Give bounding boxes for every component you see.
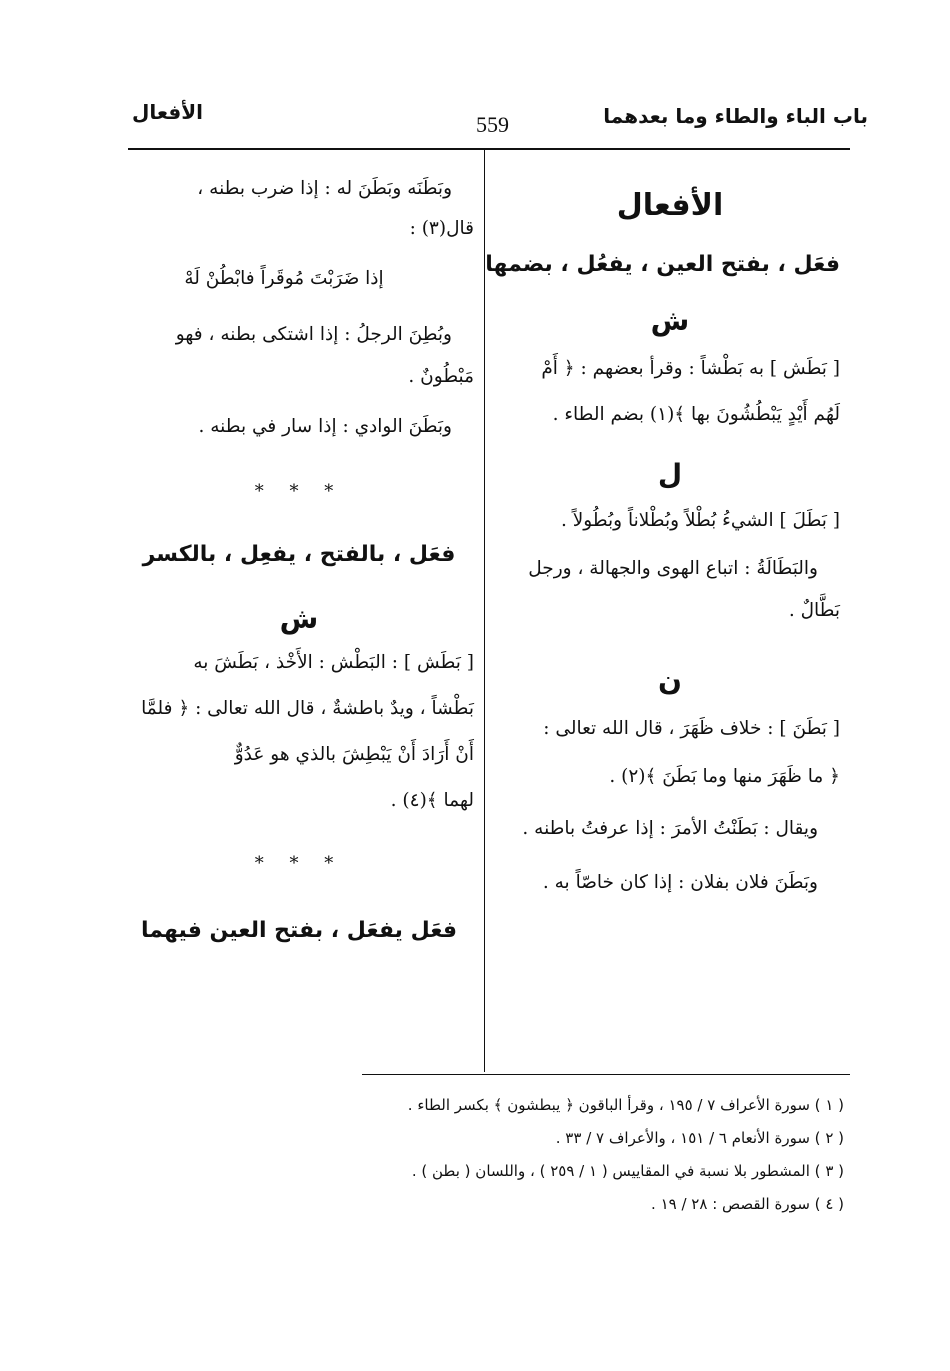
pattern-heading: فعَل يفعَل ، بفتح العين فيهما: [140, 918, 458, 943]
letter-heading: ل: [657, 458, 683, 491]
verse-line: إذا ضَرَبْتَ مُوقَراً فابْطُنْ لَهْ: [184, 268, 384, 289]
entry-line: مَبْطُونٌ .: [408, 366, 474, 387]
entry-line: قال(٣) :: [409, 218, 474, 239]
letter-heading: ن: [658, 664, 682, 697]
entry-line: لهما ﴾(٤) .: [390, 790, 474, 811]
entry-line: ويقال : بَطَنْتُ الأمرَ : إذا عرفتُ باطنه .: [522, 818, 818, 839]
left-column: [124, 174, 474, 954]
entry-line: [ بَطَنَ ] : خلاف ظَهَرَ ، قال الله تعالى :: [543, 718, 840, 739]
letter-heading: ش: [650, 304, 690, 337]
chapter-title: باب الباء والطاء وما بعدهما: [603, 104, 868, 128]
pattern-heading: فعَل ، بفتح العين ، يفعُل ، بضمها: [485, 252, 840, 277]
entry-line: ﴿ ما ظَهَرَ منها وما بَطَنَ ﴾(٢) .: [609, 766, 840, 787]
footnote: ( ٣ ) المشطور بلا نسبة في المقاييس ( ١ / ٢٥٩ ) ، واللسان ( بطن ) .: [411, 1162, 844, 1180]
entry-line: بَطْشاً ، ويدٌ باطشةٌ ، قال الله تعالى : ﴿ فلمَّا: [141, 698, 474, 719]
section-separator: * * *: [254, 853, 344, 874]
main-heading: الأفعال: [616, 188, 724, 223]
header-rule: [128, 148, 850, 150]
entry-line: أَنْ أَرَادَ أَنْ يَبْطِشَ بالذي هو عَدُوٌّ: [234, 744, 474, 765]
entry-line: [ بَطَلَ ] الشيءُ بُطْلاً وبُطْلاناً وبُطُولاً .: [560, 510, 840, 531]
footnote: ( ٤ ) سورة القصص : ٢٨ / ١٩ .: [651, 1195, 844, 1213]
letter-heading: ش: [279, 602, 319, 635]
footnote-rule: [362, 1074, 850, 1075]
entry-line: وبَطَنَ الوادي : إذا سار في بطنه .: [198, 416, 452, 437]
section-separator: * * *: [254, 481, 344, 502]
entry-line: [ بَطَش ] : البَطْش : الأَخْذ ، بَطَشَ به: [193, 652, 474, 673]
right-column: [485, 178, 840, 898]
footnote: ( ٢ ) سورة الأنعام ٦ / ١٥١ ، والأعراف ٧ / ٣٣ .: [555, 1129, 844, 1147]
entry-line: لَهُم أَيْدٍ يَبْطُشُونَ بها ﴾(١) بضم الطاء .: [552, 404, 840, 425]
pattern-heading: فعَل ، بالفتح ، يفعِل ، بالكسر: [142, 542, 456, 567]
entry-line: وبُطِنَ الرجلُ : إذا اشتكى بطنه ، فهو: [175, 324, 452, 345]
entry-line: والبَطَالَةُ : اتباع الهوى والجهالة ، ورجل: [528, 558, 818, 579]
entry-line: وبَطَنَه وبَطَنَ له : إذا ضرب بطنه ،: [197, 178, 452, 199]
page-number: 559: [476, 112, 509, 137]
footnote: ( ١ ) سورة الأعراف ٧ / ١٩٥ ، وقرأ الباقون ﴿ يبطشون ﴾ بكسر الطاء .: [407, 1096, 844, 1114]
entry-line: بَطَّالٌ .: [788, 600, 840, 621]
entry-line: وبَطَنَ فلان بفلان : إذا كان خاصّاً به .: [542, 872, 818, 893]
section-title: الأفعال: [132, 100, 203, 124]
column-divider: [484, 150, 485, 1072]
entry-line: [ بَطَش ] به بَطْشاً : وقرأ بعضهم : ﴿ أَمْ: [541, 358, 840, 379]
